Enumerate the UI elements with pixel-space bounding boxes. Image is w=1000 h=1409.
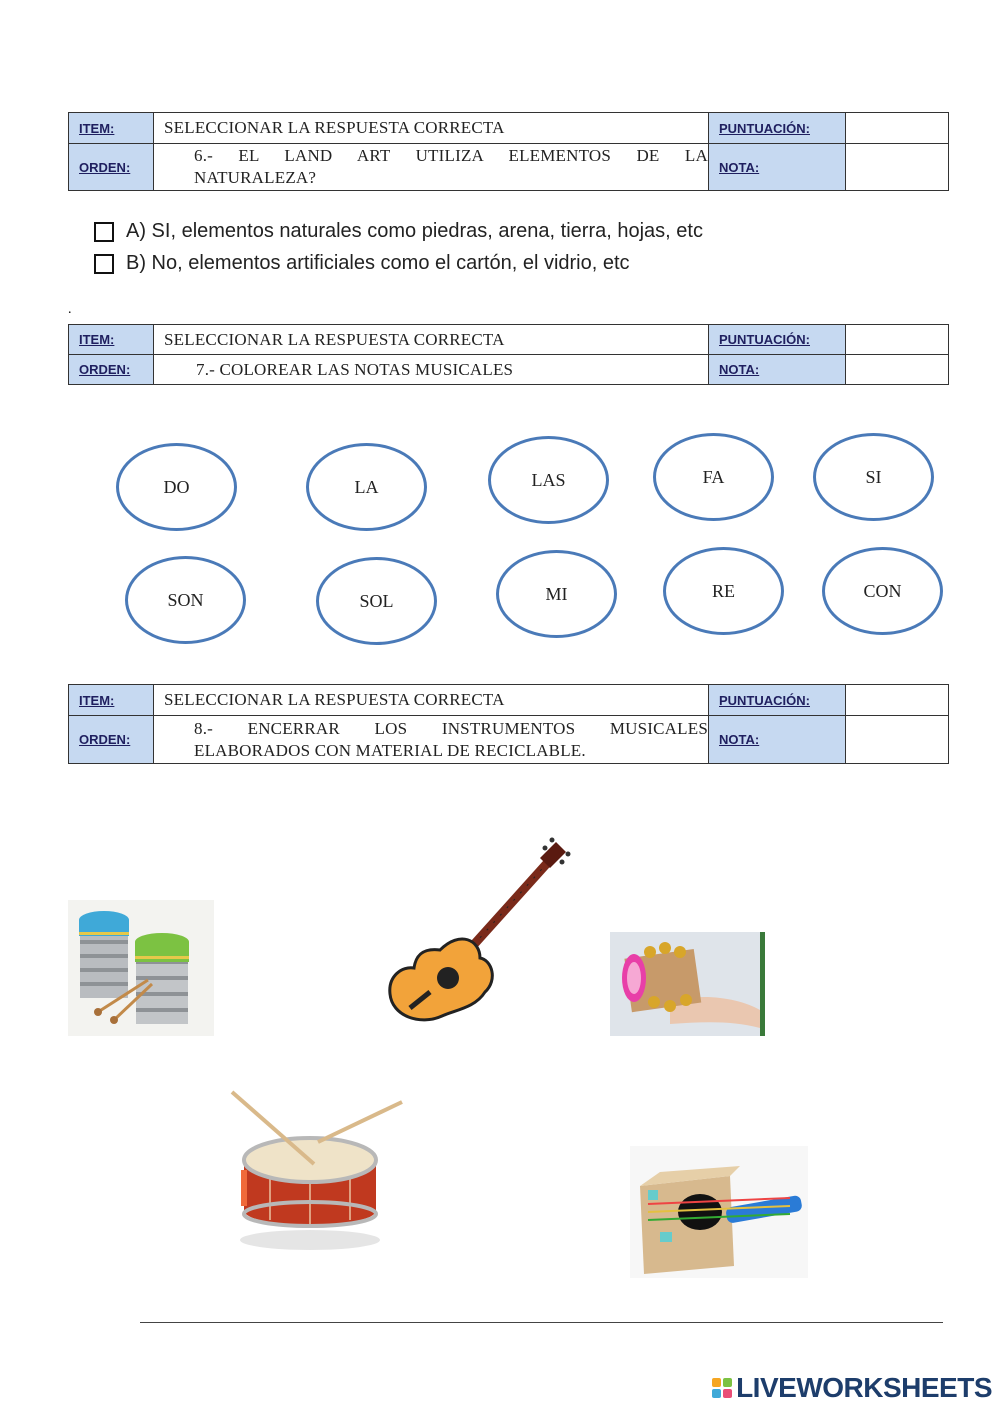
item-label: ITEM: — [69, 685, 154, 716]
tube-shaker-image[interactable] — [610, 932, 765, 1036]
grade-field[interactable] — [846, 144, 949, 191]
order-text: 7.- COLOREAR LAS NOTAS MUSICALES — [154, 355, 709, 385]
note-oval[interactable]: RE — [663, 547, 784, 635]
order-label: ORDEN: — [69, 716, 154, 764]
guitar-image[interactable] — [380, 830, 580, 1030]
grade-label: NOTA: — [709, 144, 846, 191]
note-oval[interactable]: MI — [496, 550, 617, 638]
order-label: ORDEN: — [69, 144, 154, 191]
note-oval[interactable]: SON — [125, 556, 246, 644]
note-oval[interactable]: LAS — [488, 436, 609, 524]
item-label: ITEM: — [69, 325, 154, 355]
tube-shaker-icon — [610, 932, 765, 1036]
note-oval[interactable]: LA — [306, 443, 427, 531]
checkbox-b[interactable] — [94, 254, 114, 274]
score-label: PUNTUACIÓN: — [709, 685, 846, 716]
liveworksheets-logo-icon — [712, 1378, 732, 1398]
tin-can-drums-icon — [68, 900, 214, 1036]
note-oval[interactable]: CON — [822, 547, 943, 635]
score-label: PUNTUACIÓN: — [709, 113, 846, 144]
item-text: SELECCIONAR LA RESPUESTA CORRECTA — [154, 325, 709, 355]
drum-icon — [210, 1080, 410, 1260]
note-oval[interactable]: SI — [813, 433, 934, 521]
box-guitar-icon — [630, 1146, 808, 1278]
note-oval[interactable]: DO — [116, 443, 237, 531]
grade-field[interactable] — [846, 716, 949, 764]
brand-name: LIVEWORKSHEETS — [736, 1372, 992, 1403]
score-field[interactable] — [846, 685, 949, 716]
q8-header-table — [68, 684, 949, 764]
stray-dot: . — [68, 302, 72, 317]
grade-label: NOTA: — [709, 716, 846, 764]
item-text: SELECCIONAR LA RESPUESTA CORRECTA — [154, 685, 709, 716]
order-label: ORDEN: — [69, 355, 154, 385]
checkbox-a[interactable] — [94, 222, 114, 242]
item-text: SELECCIONAR LA RESPUESTA CORRECTA — [154, 113, 709, 144]
option-b-text: B) No, elementos artificiales como el cartón, el vidrio, etc — [126, 252, 630, 274]
tin-can-drums-image[interactable] — [68, 900, 214, 1036]
option-a[interactable] — [94, 220, 703, 243]
drum-image[interactable] — [210, 1080, 410, 1260]
footer-divider — [140, 1322, 943, 1323]
box-guitar-image[interactable] — [630, 1146, 808, 1278]
grade-field[interactable] — [846, 355, 949, 385]
order-line-2: NATURALEZA? — [194, 168, 317, 187]
order-line-2: ELABORADOS CON MATERIAL DE RECICLABLE. — [194, 740, 586, 760]
score-field[interactable] — [846, 325, 949, 355]
score-field[interactable] — [846, 113, 949, 144]
option-b[interactable] — [94, 252, 630, 275]
order-line-1: 8.- ENCERRAR LOS INSTRUMENTOS MUSICALES — [194, 718, 708, 738]
order-line-1: 6.- EL LAND ART UTILIZA ELEMENTOS DE LA — [194, 146, 708, 165]
liveworksheets-brand[interactable] — [712, 1372, 992, 1404]
item-label: ITEM: — [69, 113, 154, 144]
order-text — [154, 716, 709, 764]
q6-header-table — [68, 112, 949, 191]
note-oval[interactable]: SOL — [316, 557, 437, 645]
option-a-text: A) SI, elementos naturales como piedras, arena, tierra, hojas, etc — [126, 220, 703, 242]
guitar-icon — [380, 830, 580, 1030]
order-text — [154, 144, 709, 191]
grade-label: NOTA: — [709, 355, 846, 385]
q7-header-table — [68, 324, 949, 385]
note-oval[interactable]: FA — [653, 433, 774, 521]
score-label: PUNTUACIÓN: — [709, 325, 846, 355]
